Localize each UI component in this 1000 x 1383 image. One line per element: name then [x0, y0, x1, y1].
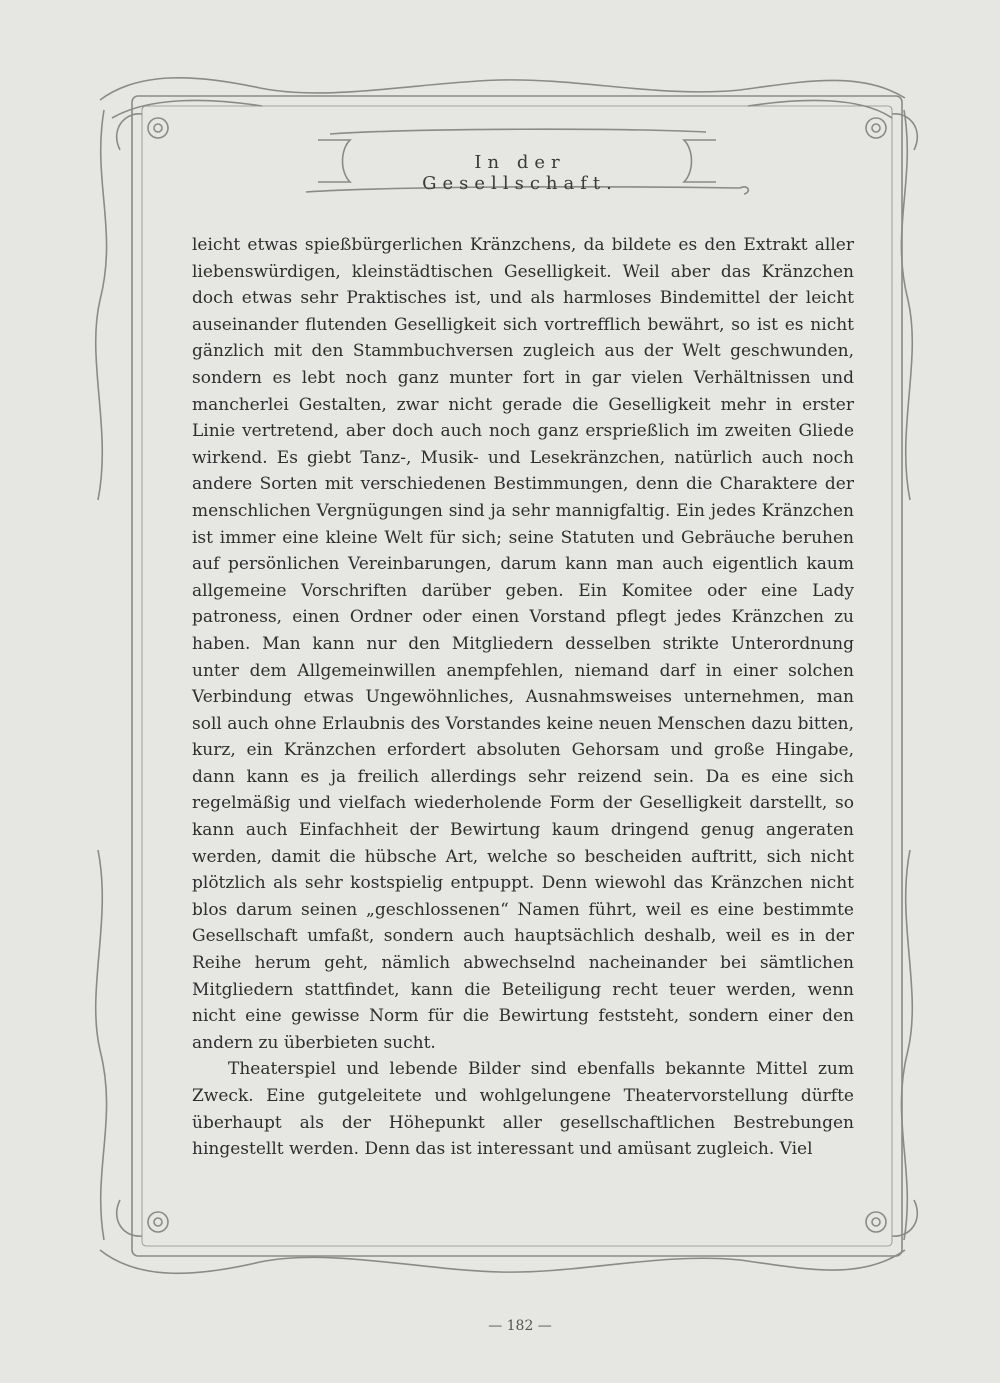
- page-number: — 182 —: [488, 1318, 552, 1334]
- paragraph: leicht etwas spießbürgerlichen Kränzchens, da bildete es den Extrakt aller liebenswürdigen, kleinstädtischen Geselligkeit. Weil aber das Kränzchen doch etwas sehr Praktisches ist, und als harmloses Bindemittel der leicht auseinander flutenden Geselligkeit sich vortrefflich bewährt, so ist es nicht gänzlich mit den Stammbuchversen zugleich aus der Welt geschwunden, sondern es lebt noch ganz munter fort in gar vielen Verhältnissen und mancherlei Gestalten, zwar nicht gerade die Geselligkeit mehr in erster Linie vertretend, aber doch auch noch ganz ersprießlich im zweiten Gliede wirkend. Es giebt Tanz-, Musik- und Lesekränzchen, natürlich auch noch andere Sorten mit verschiedenen Bestimmungen, denn die Charaktere der menschlichen Vergnügungen sind ja sehr mannigfaltig. Ein jedes Kränzchen ist immer eine kleine Welt für sich; seine Statuten und Gebräuche beruhen auf persönlichen Vereinbarungen, darum kann man auch eigentlich kaum allgemeine Vorschriften darüber geben. Ein Komitee oder eine Lady patroness, einen Ordner oder einen Vorstand pflegt jedes Kränzchen zu haben. Man kann nur den Mitgliedern desselben strikte Unterordnung unter dem Allgemeinwillen anempfehlen, niemand darf in einer solchen Verbindung etwas Ungewöhnliches, Ausnahmsweises unternehmen, man soll auch ohne Erlaubnis des Vorstandes keine neuen Menschen dazu bitten, kurz, ein Kränzchen erfordert absoluten Gehorsam und große Hingabe, dann kann es ja freilich allerdings sehr reizend sein. Da es eine sich regelmäßig und vielfach wiederholende Form der Geselligkeit darstellt, so kann auch Einfachheit der Bewirtung kaum dringend genug angeraten werden, damit die hübsche Art, welche so bescheiden auftritt, sich nicht plötzlich als sehr kostspielig entpuppt. Denn wiewohl das Kränzchen nicht blos darum seinen „geschlossenen“ Namen führt, weil es eine bestimmte Gesellschaft umfaßt, sondern auch hauptsächlich deshalb, weil es in der Reihe herum geht, nämlich abwechselnd nacheinander bei sämtlichen Mitgliedern stattfindet, kann die Beteiligung recht teuer werden, wenn nicht eine gewisse Norm für die Bewirtung feststeht, sondern einer den andern zu überbieten sucht.: [192, 235, 854, 1053]
- paragraph: Theaterspiel und lebende Bilder sind ebenfalls bekannte Mittel zum Zweck. Eine gutgeleitete und wohlgelungene Theatervorstellung dürfte überhaupt als der Höhepunkt aller gesellschaftlichen Bestrebungen hingestellt werden. Denn das ist interessant und amüsant zugleich. Viel: [192, 1059, 854, 1160]
- running-header-title: In der Gesellschaft.: [422, 152, 618, 194]
- body-text: [192, 232, 854, 1163]
